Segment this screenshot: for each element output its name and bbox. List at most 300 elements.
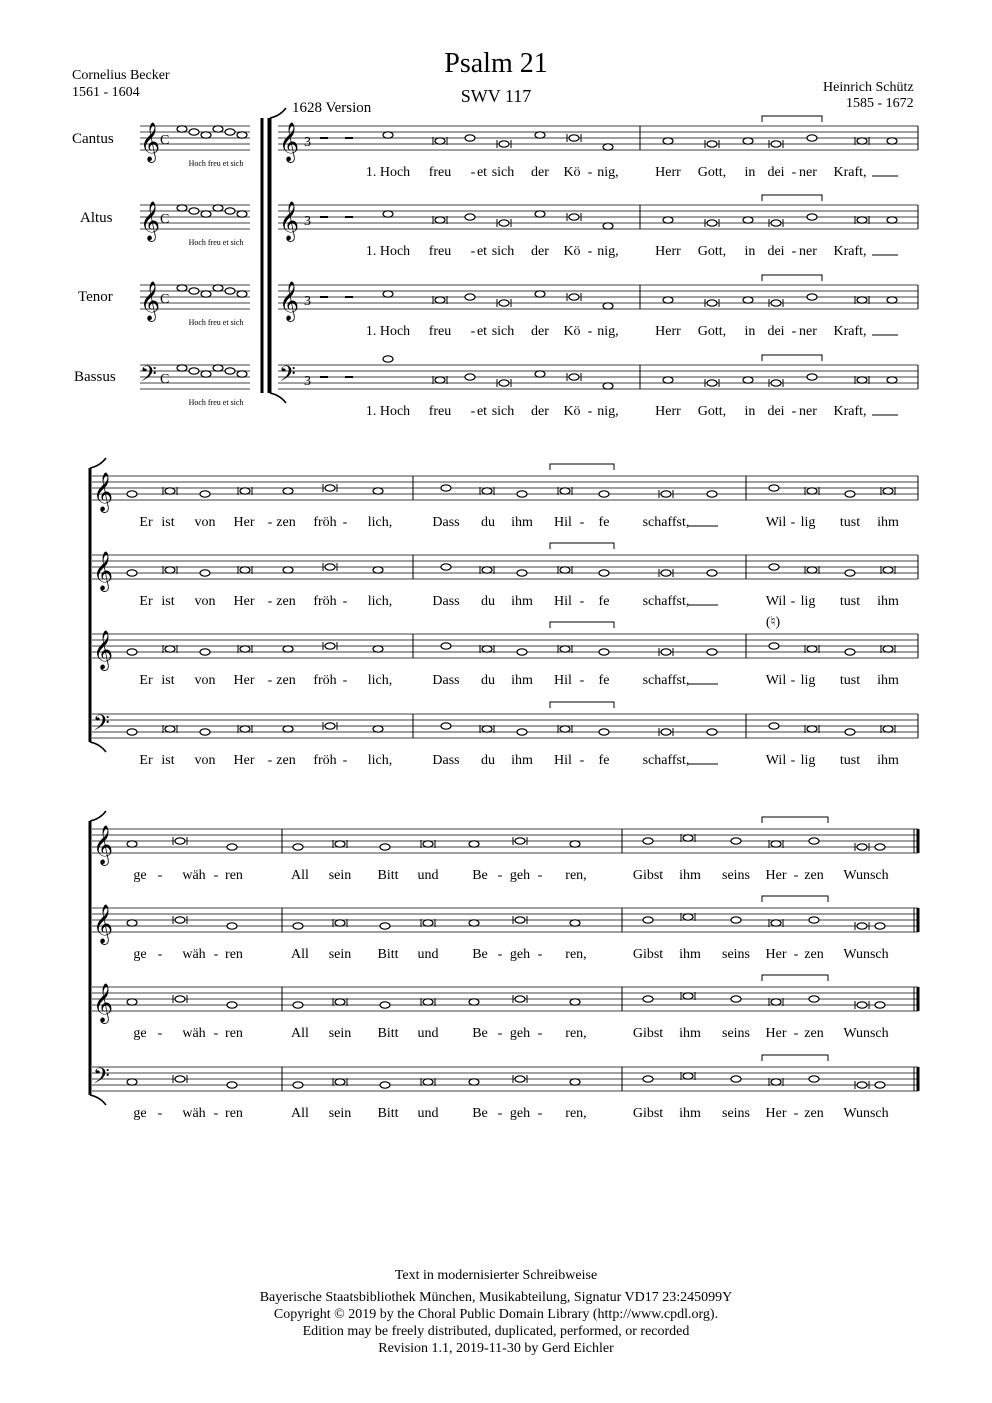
lyric-syllable: et: [476, 324, 488, 339]
lyric-syllable: Gott,: [697, 324, 727, 339]
lyric-syllable: ner: [799, 404, 817, 419]
lyric-syllable: ren: [225, 1026, 243, 1041]
lyric-syllable: Kö: [563, 244, 581, 259]
breve-note: [423, 920, 433, 926]
ligature-bracket: [550, 464, 614, 470]
whole-note: [201, 371, 211, 377]
lyric-syllable: Be: [472, 1106, 488, 1121]
breve-note: [325, 485, 335, 491]
lyric-syllable: nig,: [597, 324, 619, 339]
whole-note: [603, 223, 613, 229]
whole-note: [373, 726, 383, 732]
lyric-syllable: sich: [491, 404, 515, 419]
lyric-syllable: und: [417, 1106, 439, 1121]
lyric-syllable: Dass: [432, 594, 460, 609]
whole-note: [845, 729, 855, 735]
lyric-syllable: ist: [161, 594, 175, 609]
breve-note: [515, 1076, 525, 1082]
whole-note: [380, 1082, 390, 1088]
lyric-syllable: -: [587, 324, 593, 339]
whole-note: [731, 917, 741, 923]
ligature-bracket: [762, 275, 822, 281]
lyric-syllable: fe: [598, 515, 610, 530]
lyric-syllable: nig,: [597, 244, 619, 259]
whole-note: [213, 365, 223, 371]
breve-note: [883, 567, 893, 573]
lyric-syllable: Dass: [432, 753, 460, 768]
lyric-syllable: dei: [767, 404, 785, 419]
breve-note: [482, 488, 492, 494]
lyric-syllable: von: [194, 515, 216, 530]
mensuration-sign: C: [160, 292, 170, 307]
lyric-syllable: tust: [839, 594, 861, 609]
lyric-syllable: -: [157, 947, 163, 962]
lyric-syllable: wäh: [182, 1026, 206, 1041]
ligature-bracket: [762, 116, 822, 122]
breve-note: [683, 993, 693, 999]
whole-note: [213, 205, 223, 211]
whole-note: [469, 920, 479, 926]
lyric-syllable: Her: [765, 1026, 787, 1041]
clef-s3-cantus: 𝄞: [93, 825, 114, 865]
rest: [320, 296, 328, 298]
mensuration-sign: C: [160, 133, 170, 148]
whole-note: [535, 132, 545, 138]
clef-s3-altus: 𝄞: [93, 904, 114, 944]
whole-note: [707, 649, 717, 655]
lyric-syllable: geh: [509, 1026, 531, 1041]
breve-note: [435, 138, 445, 144]
breve-note: [325, 643, 335, 649]
lyric-syllable: -: [579, 753, 585, 768]
lyric-syllable: -: [791, 244, 797, 259]
whole-note: [809, 1076, 819, 1082]
lyric-syllable: -: [157, 1106, 163, 1121]
whole-note: [201, 291, 211, 297]
whole-note: [743, 377, 753, 383]
lyric-syllable: ihm: [679, 868, 701, 883]
lyric-syllable: -: [537, 1026, 543, 1041]
breve-note: [661, 729, 671, 735]
lyric-syllable: -: [157, 1026, 163, 1041]
lyric-syllable: Her: [765, 947, 787, 962]
whole-note: [383, 132, 393, 138]
composer-dates: 1585 - 1672: [846, 96, 914, 111]
whole-note: [237, 291, 247, 297]
lyric-syllable: zen: [804, 868, 824, 883]
breve-note: [771, 380, 781, 386]
ligature-bracket: [762, 1055, 828, 1061]
breve-note: [569, 294, 579, 300]
lyric-syllable: dei: [767, 324, 785, 339]
lyric-syllable: ner: [799, 244, 817, 259]
poet-name: Cornelius Becker: [72, 68, 170, 83]
breve-note: [175, 1076, 185, 1082]
lyric-syllable: -: [342, 594, 348, 609]
time-signature: 3: [304, 135, 311, 150]
lyric-syllable: und: [417, 868, 439, 883]
lyric-syllable: Er: [139, 515, 153, 530]
breve-note: [325, 723, 335, 729]
lyric-syllable: Wil: [765, 515, 787, 530]
whole-note: [517, 729, 527, 735]
lyric-syllable: Kraft,: [833, 404, 867, 419]
lyric-syllable: All: [291, 1026, 309, 1041]
lyric-syllable: dei: [767, 244, 785, 259]
whole-note: [769, 643, 779, 649]
lyric-syllable: ist: [161, 673, 175, 688]
breve-note: [661, 491, 671, 497]
clef-s2-tenor: 𝄞: [93, 630, 114, 670]
clef-s3-tenor: 𝄞: [93, 983, 114, 1023]
whole-note: [570, 920, 580, 926]
whole-note: [127, 649, 137, 655]
lyric-syllable: Her: [233, 673, 255, 688]
breve-note: [435, 377, 445, 383]
whole-note: [227, 844, 237, 850]
whole-note: [127, 729, 137, 735]
breve-note: [165, 726, 175, 732]
whole-note: [293, 1002, 303, 1008]
incipit-text-tenor: Hoch freu et sich: [188, 318, 244, 327]
lyric-syllable: -: [497, 1026, 503, 1041]
lyric-syllable: -: [579, 515, 585, 530]
breve-note: [175, 996, 185, 1002]
whole-note: [769, 485, 779, 491]
whole-note: [643, 917, 653, 923]
mensuration-sign: C: [160, 212, 170, 227]
lyric-syllable: zen: [804, 1106, 824, 1121]
lyric-syllable: -: [267, 673, 273, 688]
whole-note: [237, 132, 247, 138]
whole-note: [743, 297, 753, 303]
lyric-syllable: -: [497, 1106, 503, 1121]
whole-note: [517, 649, 527, 655]
whole-note: [465, 374, 475, 380]
breve-note: [707, 141, 717, 147]
whole-note: [570, 999, 580, 1005]
lyric-syllable: du: [481, 594, 495, 609]
rest: [345, 376, 353, 378]
breve-note: [515, 838, 525, 844]
incipit-text-bassus: Hoch freu et sich: [188, 398, 244, 407]
whole-note: [599, 491, 609, 497]
lyric-syllable: Wunsch: [843, 868, 889, 883]
breve-note: [560, 567, 570, 573]
lyric-syllable: Bitt: [377, 868, 399, 883]
lyric-syllable: -: [497, 947, 503, 962]
breve-note: [683, 1073, 693, 1079]
breve-note: [771, 999, 781, 1005]
lyric-syllable: der: [531, 404, 549, 419]
lyric-syllable: ner: [799, 324, 817, 339]
breve-note: [661, 649, 671, 655]
whole-note: [517, 491, 527, 497]
whole-note: [201, 211, 211, 217]
mensuration-sign: C: [160, 372, 170, 387]
lyric-syllable: Gott,: [697, 404, 727, 419]
footer-copyright: Copyright © 2019 by the Choral Public Domain Library (http://www.cpdl.org).: [273, 1307, 719, 1322]
breve-note: [771, 841, 781, 847]
lyric-syllable: ge: [133, 947, 147, 962]
lyric-syllable: Er: [139, 594, 153, 609]
lyric-syllable: -: [497, 868, 503, 883]
lyric-syllable: Gibst: [632, 947, 664, 962]
breve-note: [857, 844, 867, 850]
whole-note: [469, 841, 479, 847]
rest: [320, 216, 328, 218]
lyric-syllable: Wil: [765, 673, 787, 688]
breve-note: [771, 920, 781, 926]
editorial-accidental: (♮): [765, 615, 781, 630]
lyric-syllable: in: [744, 165, 756, 180]
clef-s2-cantus: 𝄞: [93, 472, 114, 512]
whole-note: [373, 567, 383, 573]
lyric-syllable: von: [194, 753, 216, 768]
whole-note: [380, 1002, 390, 1008]
breve-note: [771, 141, 781, 147]
whole-note: [225, 129, 235, 135]
breve-note: [515, 996, 525, 1002]
lyric-syllable: schaffst,: [642, 753, 690, 768]
whole-note: [441, 643, 451, 649]
lyric-syllable: fröh: [313, 673, 337, 688]
incipit-clef-bassus: 𝄢: [140, 362, 157, 392]
lyric-syllable: lig: [800, 594, 816, 609]
page-title: Psalm 21: [444, 48, 548, 79]
lyric-syllable: Bitt: [377, 947, 399, 962]
whole-note: [845, 570, 855, 576]
whole-note: [535, 211, 545, 217]
lyric-syllable: ren,: [565, 1106, 587, 1121]
rest: [345, 296, 353, 298]
lyric-syllable: ihm: [877, 515, 899, 530]
breve-note: [335, 920, 345, 926]
lyric-syllable: -: [793, 1106, 799, 1121]
lyric-syllable: Herr: [655, 404, 681, 419]
lyric-syllable: tust: [839, 753, 861, 768]
lyric-syllable: ihm: [679, 1026, 701, 1041]
lyric-syllable: Herr: [655, 244, 681, 259]
whole-note: [383, 356, 393, 362]
lyric-syllable: lig: [800, 753, 816, 768]
whole-note: [469, 999, 479, 1005]
lyric-syllable: seins: [722, 868, 750, 883]
lyric-syllable: -: [793, 868, 799, 883]
breve-note: [857, 138, 867, 144]
incipit-text-altus: Hoch freu et sich: [188, 238, 244, 247]
whole-note: [441, 485, 451, 491]
whole-note: [189, 368, 199, 374]
clef-s2-bassus: 𝄢: [93, 711, 110, 741]
breve-note: [435, 297, 445, 303]
lyric-syllable: ihm: [679, 947, 701, 962]
whole-note: [465, 214, 475, 220]
whole-note: [283, 726, 293, 732]
composer-name: Heinrich Schütz: [823, 80, 914, 95]
whole-note: [127, 1079, 137, 1085]
whole-note: [127, 920, 137, 926]
breve-note: [499, 380, 509, 386]
whole-note: [769, 564, 779, 570]
whole-note: [603, 144, 613, 150]
ligature-bracket: [550, 622, 614, 628]
lyric-syllable: Wil: [765, 594, 787, 609]
ligature-bracket: [550, 543, 614, 549]
lyric-syllable: ihm: [511, 594, 533, 609]
lyric-syllable: Er: [139, 673, 153, 688]
breve-note: [661, 570, 671, 576]
breve-note: [771, 300, 781, 306]
breve-note: [165, 567, 175, 573]
lyric-syllable: ihm: [877, 673, 899, 688]
lyric-syllable: Her: [233, 594, 255, 609]
lyric-syllable: lich,: [367, 753, 393, 768]
whole-note: [465, 135, 475, 141]
lyric-syllable: -: [342, 673, 348, 688]
bracket-hook: [90, 742, 106, 752]
lyric-syllable: -: [793, 1026, 799, 1041]
whole-note: [807, 374, 817, 380]
lyric-syllable: lig: [800, 673, 816, 688]
breve-note: [240, 567, 250, 573]
lyric-syllable: geh: [509, 868, 531, 883]
lyric-syllable: ren,: [565, 1026, 587, 1041]
breve-note: [560, 726, 570, 732]
rest: [320, 137, 328, 139]
lyric-syllable: Er: [139, 753, 153, 768]
breve-note: [423, 841, 433, 847]
lyric-syllable: lig: [800, 515, 816, 530]
lyric-syllable: ner: [799, 165, 817, 180]
lyric-syllable: schaffst,: [642, 594, 690, 609]
breve-note: [807, 488, 817, 494]
breve-note: [165, 646, 175, 652]
whole-note: [875, 1002, 885, 1008]
whole-note: [441, 564, 451, 570]
whole-note: [875, 1082, 885, 1088]
lyric-syllable: Kraft,: [833, 165, 867, 180]
lyric-syllable: lich,: [367, 515, 393, 530]
breve-note: [857, 377, 867, 383]
whole-note: [227, 1082, 237, 1088]
footer-license: Edition may be freely distributed, duplicated, performed, or recorded: [302, 1324, 690, 1339]
lyric-syllable: du: [481, 515, 495, 530]
rest: [345, 216, 353, 218]
lyric-syllable: -: [791, 165, 797, 180]
whole-note: [383, 211, 393, 217]
ligature-bracket: [762, 975, 828, 981]
lyric-syllable: tust: [839, 673, 861, 688]
whole-note: [189, 129, 199, 135]
lyric-syllable: fröh: [313, 753, 337, 768]
breve-note: [240, 488, 250, 494]
whole-note: [535, 371, 545, 377]
rest: [320, 376, 328, 378]
footer-note: Text in modernisierter Schreibweise: [394, 1268, 598, 1283]
lyric-syllable: seins: [722, 1106, 750, 1121]
breve-note: [165, 488, 175, 494]
lyric-syllable: Be: [472, 1026, 488, 1041]
lyric-syllable: ge: [133, 868, 147, 883]
whole-note: [380, 923, 390, 929]
whole-note: [643, 838, 653, 844]
whole-note: [663, 297, 673, 303]
breve-note: [569, 374, 579, 380]
lyric-syllable: Dass: [432, 673, 460, 688]
lyric-syllable: -: [537, 947, 543, 962]
lyric-syllable: freu: [428, 244, 452, 259]
time-signature: 3: [304, 294, 311, 309]
lyric-syllable: geh: [509, 947, 531, 962]
whole-note: [517, 570, 527, 576]
whole-note: [707, 729, 717, 735]
whole-note: [535, 291, 545, 297]
lyric-syllable: ihm: [679, 1106, 701, 1121]
whole-note: [213, 126, 223, 132]
lyric-syllable: Wunsch: [843, 947, 889, 962]
lyric-syllable: und: [417, 1026, 439, 1041]
lyric-syllable: sein: [328, 868, 352, 883]
lyric-syllable: in: [744, 324, 756, 339]
lyric-syllable: -: [342, 515, 348, 530]
voice-label-tenor: Tenor: [78, 289, 113, 305]
ligature-bracket: [762, 896, 828, 902]
lyric-syllable: in: [744, 244, 756, 259]
lyric-syllable: -: [587, 244, 593, 259]
breve-note: [335, 999, 345, 1005]
lyric-syllable: zen: [804, 947, 824, 962]
lyric-syllable: Hil: [554, 753, 572, 768]
clef-s2-altus: 𝄞: [93, 551, 114, 591]
lyric-syllable: -: [790, 673, 796, 688]
whole-note: [769, 723, 779, 729]
breve-note: [857, 1082, 867, 1088]
lyric-syllable: Kraft,: [833, 244, 867, 259]
bracket-hook: [90, 458, 106, 468]
lyric-syllable: fe: [598, 753, 610, 768]
whole-note: [807, 214, 817, 220]
lyric-syllable: Kö: [563, 324, 581, 339]
whole-note: [283, 567, 293, 573]
bracket-hook: [90, 811, 106, 821]
whole-note: [809, 838, 819, 844]
lyric-syllable: zen: [276, 753, 296, 768]
lyric-syllable: -: [579, 673, 585, 688]
whole-note: [380, 844, 390, 850]
whole-note: [845, 491, 855, 497]
lyric-syllable: 1. Hoch: [365, 244, 411, 259]
whole-note: [743, 217, 753, 223]
whole-note: [177, 126, 187, 132]
whole-note: [200, 570, 210, 576]
lyric-syllable: Be: [472, 868, 488, 883]
bracket-hook: [270, 393, 286, 403]
breve-note: [707, 220, 717, 226]
lyric-syllable: ihm: [511, 515, 533, 530]
whole-note: [293, 1082, 303, 1088]
lyric-syllable: Her: [765, 868, 787, 883]
breve-note: [423, 1079, 433, 1085]
incipit-clef-tenor: 𝄞: [140, 281, 161, 321]
lyric-syllable: fe: [598, 594, 610, 609]
voice-label-bassus: Bassus: [74, 369, 116, 385]
lyric-syllable: der: [531, 244, 549, 259]
whole-note: [200, 649, 210, 655]
lyric-syllable: geh: [509, 1106, 531, 1121]
lyric-syllable: fröh: [313, 594, 337, 609]
lyric-syllable: und: [417, 947, 439, 962]
